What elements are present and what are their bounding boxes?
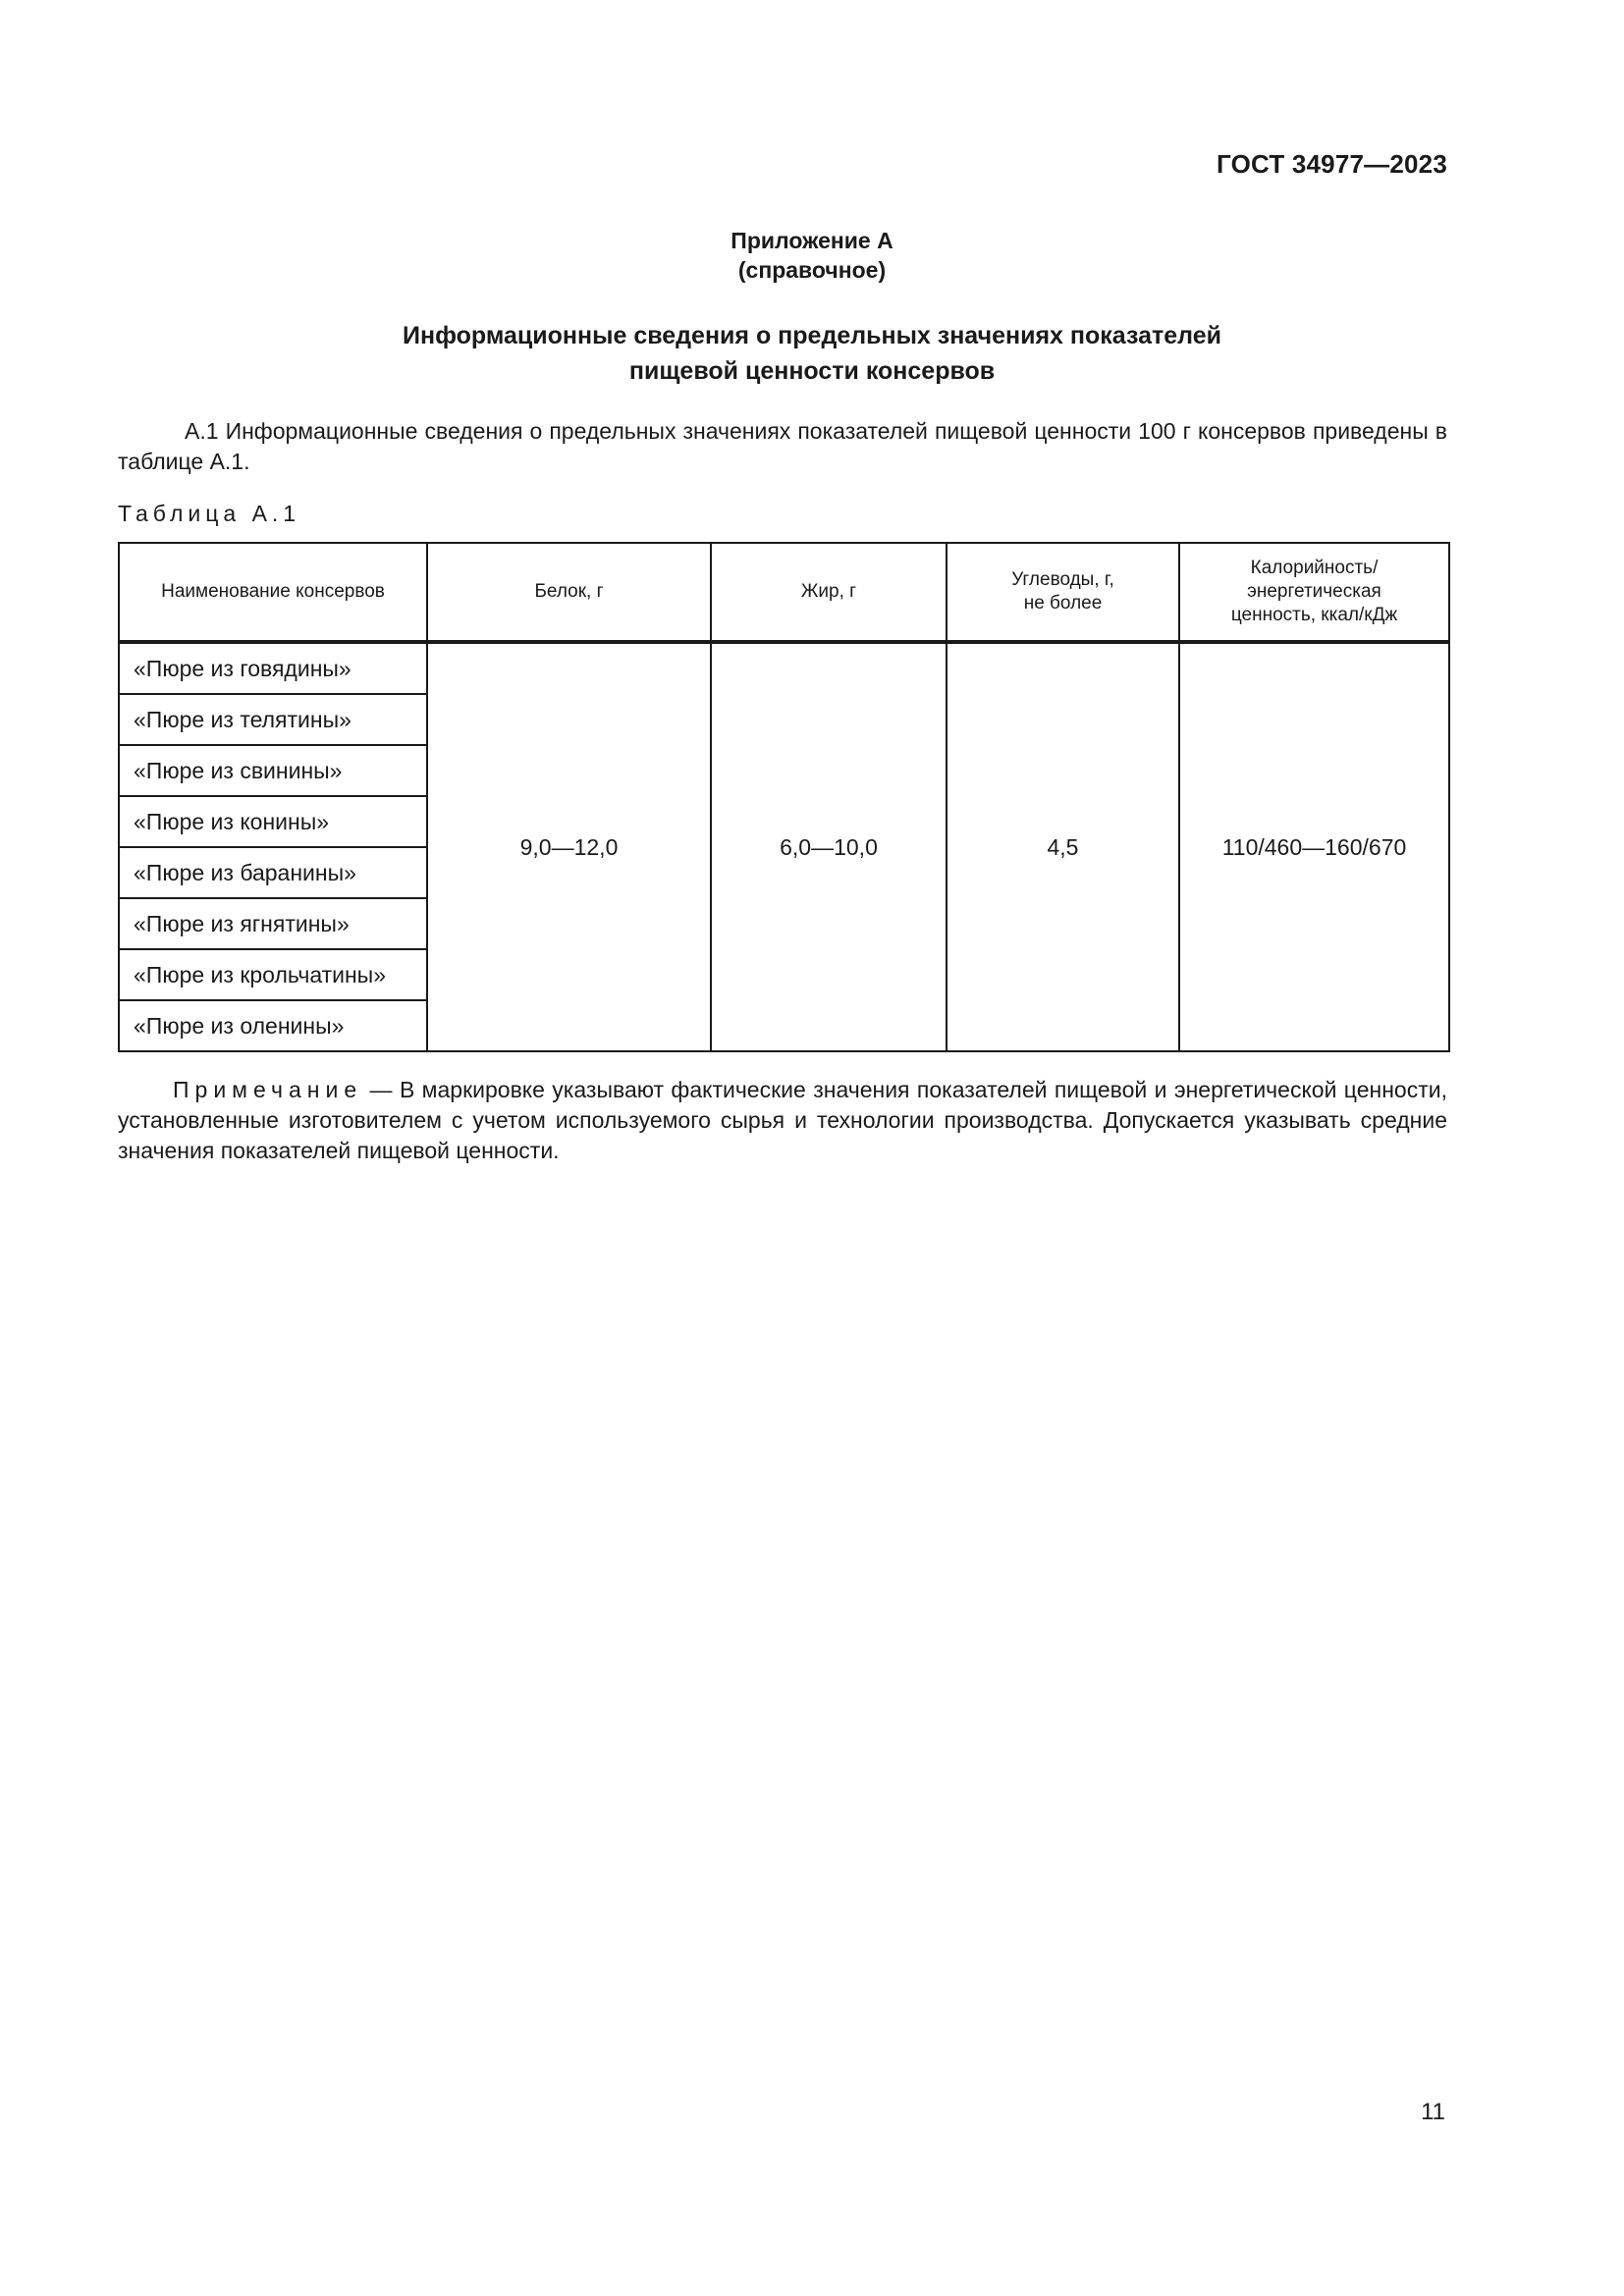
header-carbohydrates bbox=[947, 543, 1179, 642]
product-name-cell: «Пюре из конины» bbox=[119, 796, 427, 847]
header-calories-line-1: Калорийность/ bbox=[1250, 558, 1379, 578]
appendix-heading bbox=[0, 226, 1624, 285]
section-title bbox=[0, 318, 1624, 389]
carbohydrates-value-cell: 4,5 bbox=[947, 642, 1179, 1051]
header-fat: Жир, г bbox=[711, 543, 947, 642]
product-name-cell: «Пюре из крольчатины» bbox=[119, 949, 427, 1000]
header-calories-line-2: энергетическая bbox=[1247, 581, 1381, 602]
header-carbohydrates-line-1: Углеводы, г, bbox=[1011, 569, 1114, 590]
appendix-title: Приложение А bbox=[731, 228, 893, 253]
header-calories bbox=[1179, 543, 1449, 642]
document-standard-number: ГОСТ 34977—2023 bbox=[1217, 149, 1447, 179]
header-calories-line-3: ценность, ккал/кДж bbox=[1230, 605, 1398, 625]
page-number: 11 bbox=[1421, 2099, 1445, 2125]
note-text: — В маркировке указывают фактические значения показателей пищевой и энергетической ценности, установленные изготовителем с учетом используемого сырья и технологии производства. Допускается указывать средние значения показателей пищевой ценности. bbox=[118, 1077, 1447, 1163]
product-name-cell: «Пюре из оленины» bbox=[119, 1000, 427, 1051]
note-label: Примечание bbox=[173, 1077, 363, 1102]
table-header-row bbox=[119, 543, 1449, 642]
product-name-cell: «Пюре из ягнятины» bbox=[119, 898, 427, 949]
section-title-line-2: пищевой ценности консервов bbox=[628, 357, 996, 385]
calories-value-cell: 110/460—160/670 bbox=[1179, 642, 1449, 1051]
nutrition-table bbox=[118, 542, 1450, 1052]
header-protein: Белок, г bbox=[427, 543, 711, 642]
product-name-cell: «Пюре из свинины» bbox=[119, 745, 427, 796]
product-name-cell: «Пюре из баранины» bbox=[119, 847, 427, 898]
protein-value-cell: 9,0—12,0 bbox=[427, 642, 711, 1051]
header-carbohydrates-line-2: не более bbox=[1023, 593, 1103, 614]
section-title-line-1: Информационные сведения о предельных значениях показателей bbox=[403, 322, 1221, 349]
product-name-cell: «Пюре из говядины» bbox=[119, 642, 427, 694]
table-note bbox=[118, 1075, 1447, 1166]
fat-value-cell: 6,0—10,0 bbox=[711, 642, 947, 1051]
product-name-cell: «Пюре из телятины» bbox=[119, 694, 427, 745]
table-caption: Таблица А.1 bbox=[118, 501, 301, 526]
intro-paragraph: А.1 Информационные сведения о предельных значениях показателей пищевой ценности 100 г консервов приведены в таблице А.1. bbox=[118, 418, 1447, 474]
appendix-type: (справочное) bbox=[737, 257, 887, 283]
table-row bbox=[119, 642, 1449, 694]
header-name: Наименование консервов bbox=[119, 543, 427, 642]
